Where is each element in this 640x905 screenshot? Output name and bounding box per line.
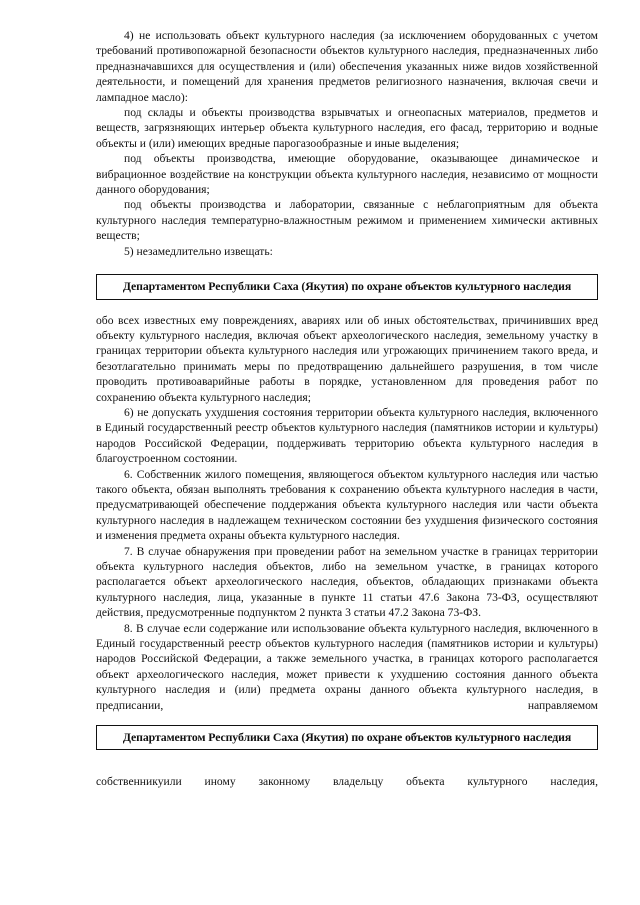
agency-name-box: Департаментом Республики Саха (Якутия) по охране объектов культурного наследия	[96, 725, 598, 750]
item-4-paragraph: 4) не использовать объект культурного наследия (за исключением оборудованных с учетом требований противопожарной безопасности объектов культурного наследия, предназначенных либо предназначавшихся для осуществления и (или) обеспечения указанных ниже видов хозяйственной деятельности, и помещений для хранения предметов религиозного назначения, включая свечи и лампадное масло):	[96, 29, 598, 104]
item-6-paragraph: 6) не допускать ухудшения состояния территории объекта культурного наследия, включенного в Единый государственный реестр объектов культурного наследия (памятников истории и культуры) народов Российской Федерации, поддерживать территорию объекта культурного наследия в благоустроенном состоянии.	[96, 405, 598, 466]
subitem-warehouses-paragraph: под склады и объекты производства взрывчатых и огнеопасных материалов, предметов и веществ, загрязняющих интерьер объекта культурного наследия, его фасад, территорию и водные объекты и (или) имеющих вредные парогазообразные и иные выделения;	[96, 106, 598, 150]
clause-8-paragraph: 8. В случае если содержание или использование объекта культурного наследия, включенного в Единый государственный реестр объектов культурного наследия (памятников истории и культуры) народов Российской Федерации, а также земельного участка, в границах которого располагается объект археологического наследия, может привести к ухудшению состояния данного объекта культурного наследия и (или) предмета охраны данного объекта культурного наследия, в предписании, направляемом	[96, 621, 598, 712]
subitem-laboratories-paragraph: под объекты производства и лаборатории, связанные с неблагоприятным для объекта культурного наследия температурно-влажностным режимом и применением химически активных веществ;	[96, 198, 598, 243]
owner-continuation-paragraph: собственникуили иному законному владельцу объекта культурного наследия,	[96, 775, 598, 789]
notification-continuation-paragraph: обо всех известных ему повреждениях, авариях или об иных обстоятельствах, причинивших вред объекту культурного наследия, включая объект археологического наследия, земельному участку в границах территории объекта культурного наследия или угрожающих причинением такого вреда, и безотлагательно принимать меры по предотвращению дальнейшего разрушения, в том числе проводить противоаварийные работы в порядке, установленном для проведения работ по сохранению объекта культурного наследия;	[96, 313, 598, 404]
subitem-production-paragraph: под объекты производства, имеющие оборудование, оказывающее динамическое и вибрационное воздействие на конструкции объекта культурного наследия, независимо от мощности данного оборудования;	[96, 152, 598, 197]
clause-7-paragraph: 7. В случае обнаружения при проведении работ на земельном участке в границах территории объекта культурного наследия объектов, либо на земельном участке, в границах которого располагается объект археологического наследия, объектов, обладающих признаками объекта культурного наследия, лица, указанные в пункте 11 статьи 47.6 Закона 73-ФЗ, осуществляют действия, предусмотренные подпунктом 2 пункта 3 статьи 47.2 Закона 73-ФЗ.	[96, 544, 598, 620]
item-5-paragraph: 5) незамедлительно извещать:	[124, 244, 273, 258]
agency-name-box: Департаментом Республики Саха (Якутия) по охране объектов культурного наследия	[96, 274, 598, 299]
clause-6-paragraph: 6. Собственник жилого помещения, являющегося объектом культурного наследия или частью такого объекта, обязан выполнять требования к сохранению объекта культурного наследия в части, предусматривающей обеспечение поддержания объекта культурного наследия или части объекта культурного наследия в надлежащем техническом состоянии без ухудшения физического состояния и изменения предмета охраны объекта культурного наследия.	[96, 467, 598, 543]
